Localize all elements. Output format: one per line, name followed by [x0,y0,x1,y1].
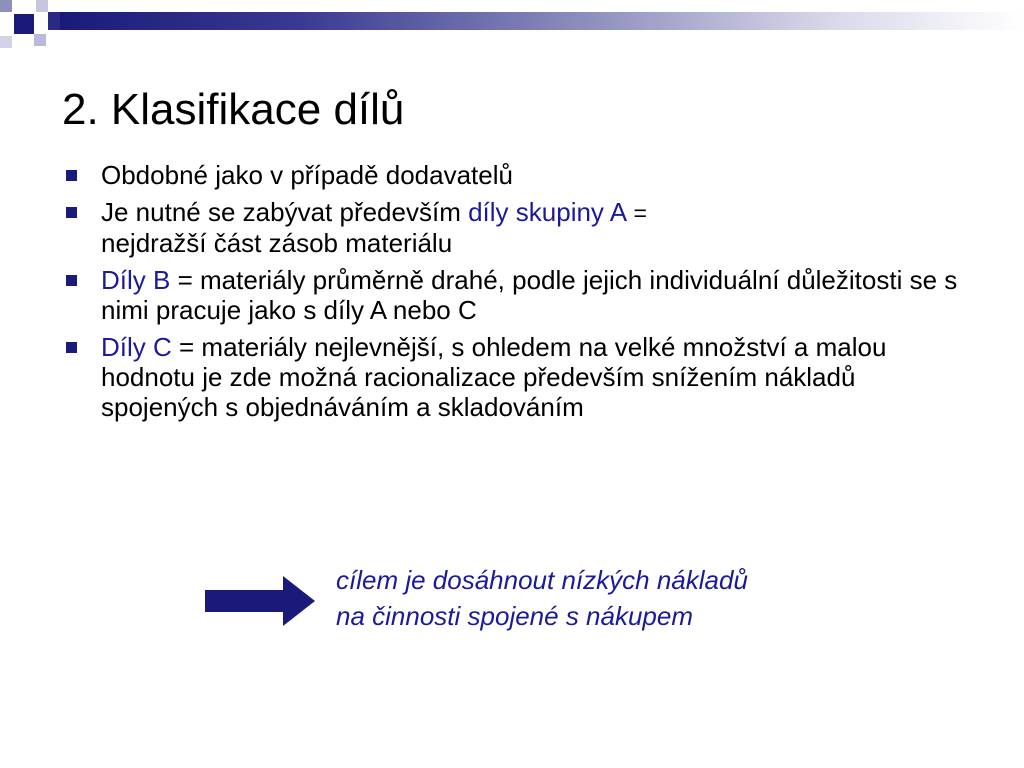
bullet-text: = materiály nejlevnější, s ohledem na velké množství a malou hodnotu je zde možná racionalizace především snížením nákladů spojených s objednáváním a skladováním [101,332,887,422]
square-bullet-icon [66,342,77,353]
bullet-list [62,160,962,429]
bullet-item [62,197,962,258]
square-bullet-icon [66,170,77,181]
conclusion-line: cílem je dosáhnout nízkých nákladů [336,565,748,595]
bullet-item [62,265,962,325]
decor-square [34,34,46,46]
gradient-bar [60,12,1024,30]
decor-square [0,0,12,12]
decor-square [36,0,48,12]
conclusion-text [336,562,748,634]
bullet-highlight: Díly B [101,265,171,295]
bullet-text: = [627,200,647,226]
bullet-text: nejdražší část zásob materiálu [101,228,453,258]
decor-square [48,12,60,30]
slide-title: 2. Klasifikace dílů [62,85,405,134]
square-bullet-icon [66,275,77,286]
bullet-text: Obdobné jako v případě dodavatelů [101,160,513,190]
conclusion-line: na činnosti spojené s nákupem [336,601,694,631]
square-bullet-icon [66,207,77,218]
decor-square [14,14,34,34]
bullet-highlight: Díly C [101,332,172,362]
bullet-text: = materiály průměrně drahé, podle jejich individuální důležitosti se s nimi pracuje jako s díly A nebo C [101,265,958,325]
bullet-item [62,160,962,190]
bullet-highlight: díly skupiny A [468,197,628,227]
decor-square [0,36,12,48]
bullet-text: Je nutné se zabývat především [101,197,469,227]
right-arrow-icon [205,576,315,626]
bullet-item [62,332,962,422]
